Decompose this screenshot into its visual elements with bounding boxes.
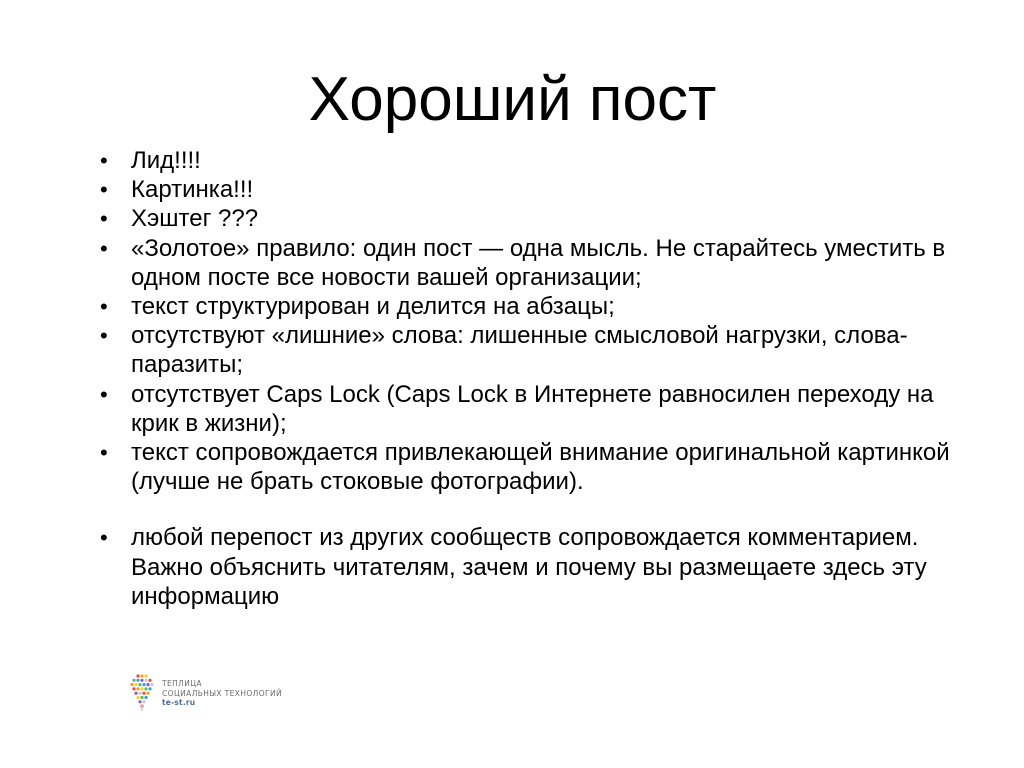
bullet-icon: • [100, 381, 108, 407]
list-item [100, 380, 960, 438]
bullet-icon: • [100, 440, 108, 466]
teplitsa-logo-icon [128, 672, 156, 712]
logo-dot [142, 692, 145, 695]
logo-dot [144, 687, 147, 690]
logo-line-1: ТЕПЛИЦА [162, 679, 202, 688]
list-item-text: Лид!!!! [131, 147, 201, 174]
list-item-text: отсутствует Caps Lock (Caps Lock в Интернете равносилен переходу на крик в жизни); [131, 380, 934, 437]
logo-dot [132, 679, 135, 682]
logo-line-2: СОЦИАЛЬНЫХ ТЕХНОЛОГИЙ [162, 688, 283, 698]
logo-dot [140, 696, 143, 699]
logo-dot [138, 700, 141, 703]
logo-dot [142, 700, 145, 703]
bullet-list [100, 146, 960, 611]
list-item [100, 146, 960, 175]
logo-dot [138, 683, 141, 686]
logo-dot [134, 683, 137, 686]
list-item-text: любой перепост из других сообществ сопровождается комментарием. Важно объяснить читателям, зачем и почему вы размещаете здесь эту информацию [131, 524, 927, 610]
logo-url: te-st.ru [162, 698, 196, 707]
logo-dot [142, 683, 145, 686]
bullet-icon: • [100, 323, 108, 349]
list-item-text: текст сопровождается привлекающей внимание оригинальной картинкой (лучше не брать стоковые фотографии). [131, 439, 950, 496]
logo-dot [148, 679, 151, 682]
logo-dot [140, 679, 143, 682]
list-item [100, 175, 960, 204]
logo-dot [140, 674, 143, 677]
logo-dot [138, 692, 141, 695]
bullet-icon: • [100, 235, 108, 261]
logo-dot [148, 687, 151, 690]
list-item-text: Хэштег ??? [131, 205, 259, 233]
logo-stem [141, 705, 143, 711]
logo-dot [144, 674, 147, 677]
bullet-icon: • [100, 177, 108, 203]
list-item [100, 204, 960, 233]
slide-title-text: Хороший пост [308, 65, 717, 134]
list-item [100, 292, 960, 321]
logo-text [162, 679, 282, 708]
bullet-icon: • [100, 148, 108, 173]
bullet-icon: • [100, 206, 108, 232]
list-item [100, 438, 960, 496]
logo-dot [132, 687, 135, 690]
list-item-text: «Золотое» правило: один пост — одна мысль. Не старайтесь уместить в одном посте все новости вашей организации; [131, 234, 946, 291]
list-item-text: отсутствуют «лишние» слова: лишенные смысловой нагрузки, слова-паразиты; [131, 322, 908, 379]
list-item-text: Картинка!!! [131, 176, 254, 204]
teplitsa-logo [128, 672, 298, 712]
list-item-text: текст структурирован и делится на абзацы; [131, 293, 615, 321]
logo-dot [144, 696, 147, 699]
logo-dot [150, 683, 153, 686]
logo-dot [136, 674, 139, 677]
logo-dot [140, 687, 143, 690]
list-item [100, 523, 960, 611]
logo-dot [136, 696, 139, 699]
logo-dot [144, 679, 147, 682]
logo-dot [130, 683, 133, 686]
bullet-icon: • [100, 294, 108, 320]
logo-dot [134, 692, 137, 695]
logo-dot [136, 679, 139, 682]
logo-dot [146, 692, 149, 695]
list-item [100, 321, 960, 379]
logo-dot [136, 687, 139, 690]
bullet-icon: • [100, 525, 108, 551]
list-item [100, 234, 960, 292]
logo-dot [146, 683, 149, 686]
slide-title [0, 62, 1024, 138]
